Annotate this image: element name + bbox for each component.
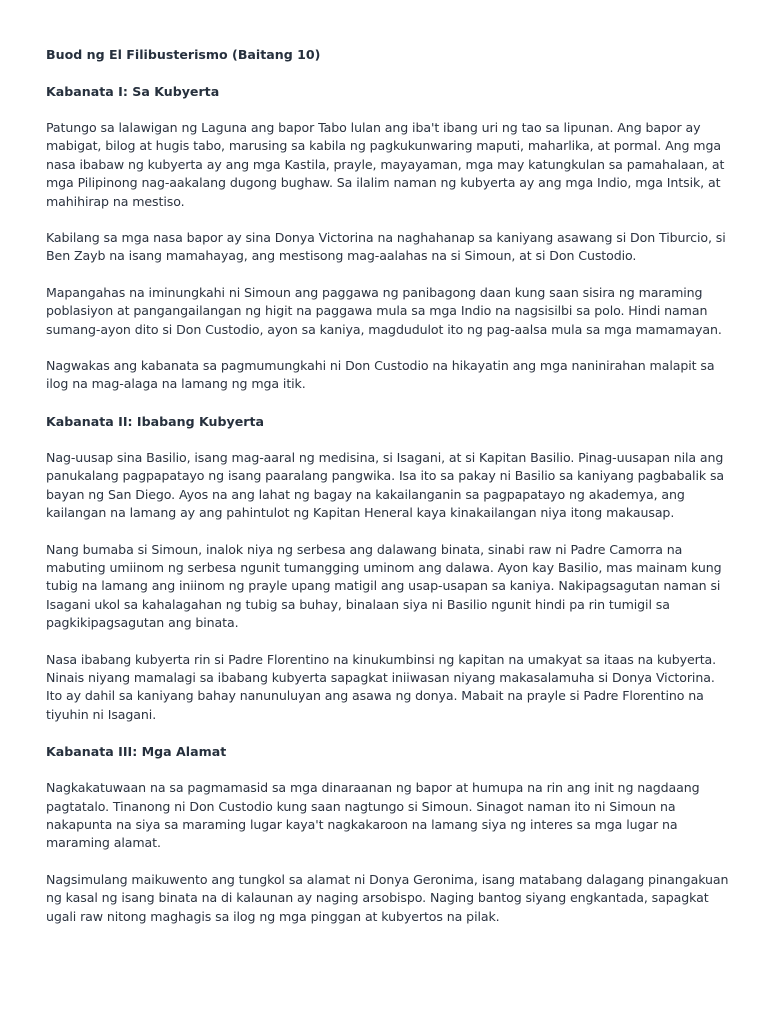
document-title: Buod ng El Filibusterismo (Baitang 10): [46, 47, 321, 62]
chapter-2: [46, 412, 730, 724]
paragraph: Nang bumaba si Simoun, inalok niya ng serbesa ang dalawang binata, sinabi raw ni Padre Camorra na mabuting umiinom ng serbesa ngunit tumangging uminom ang dalawa. Ayon kay Basilio, mas mainam kung tubig na lamang ang iniinom ng prayle upang matigil ang usap-usapan sa kaniya. Nakipagsagutan naman si Isagani ukol sa kahalagahan ng tubig sa buhay, binalaan siya ni Basilio ngunit hindi pa rin tumigil sa pagkikipagsagutan ang binata.: [46, 541, 722, 631]
paragraph: Nasa ibabang kubyerta rin si Padre Florentino na kinukumbinsi ng kapitan na umakyat sa itaas na kubyerta. Ninais niyang mamalagi sa ibabang kubyerta sapagkat iniiwasan niyang makasalamuha si Donya Victorina. Ito ay dahil sa kaniyang bahay nanunuluyan ang asawa ng donya. Mabait na prayle si Padre Florentino na tiyuhin ni Isagani.: [46, 651, 717, 722]
paragraph: Patungo sa lalawigan ng Laguna ang bapor Tabo lulan ang iba't ibang uri ng tao sa lipunan. Ang bapor ay mabigat, bilog at hugis tabo, marusing sa kabila ng pagkukunwaring maputi, maharlika, at pormal. Ang mga nasa ibabaw ng kubyerta ay ang mga Kastila, prayle, mayayaman, mga may katungkulan sa pamahalaan, at mga Pilipinong nag-aakalang dugong bughaw. Sa ilalim naman ng kubyerta ay ang mga Indio, mga Intsik, at mahihirap na mestiso.: [46, 120, 725, 209]
chapter-heading: Kabanata II: Ibabang Kubyerta: [46, 413, 265, 429]
chapter-1: [46, 82, 730, 394]
paragraph: Mapangahas na iminungkahi ni Simoun ang paggawa ng panibagong daan kung saan sisira ng maraming poblasiyon at pangangailangan ng higit na paggawa mula sa mga Indio na nagsisilbi sa polo. Hindi naman sumang-ayon dito si Don Custodio, ayon sa kaniya, magdudulot ito ng pag-aalsa mula sa mga mamamayan.: [46, 284, 722, 337]
paragraph: Kabilang sa mga nasa bapor ay sina Donya Victorina na naghahanap sa kaniyang asawang si Don Tiburcio, si Ben Zayb na isang mamahayag, ang mestisong mag-aalahas na si Simoun, at si Don Custodio.: [46, 230, 726, 264]
chapter-3: [46, 742, 730, 926]
paragraph: Nagkakatuwaan na sa pagmamasid sa mga dinaraanan ng bapor at humupa na rin ang init ng nagdaang pagtatalo. Tinanong ni Don Custodio kung saan nagtungo si Simoun. Sinagot naman ito ni Simoun na nakapunta na siya sa maraming lugar kaya't nagkakaroon na lamang siya ng interes sa mga lugar na maraming alamat.: [46, 780, 700, 851]
paragraph: Nagwakas ang kabanata sa pagmumungkahi ni Don Custodio na hikayatin ang mga naninirahan malapit sa ilog na mag-alaga na lamang ng mga itik.: [46, 358, 715, 392]
paragraph: Nag-uusap sina Basilio, isang mag-aaral ng medisina, si Isagani, at si Kapitan Basilio. Pinag-uusapan nila ang panukalang pagpapatayo ng isang paaralang pangwika. Isa ito sa pakay ni Basilio sa kaniyang pagbabalik sa bayan ng San Diego. Ayos na ang lahat ng bagay na kakailanganin sa pagpapatayo ng akademya, ang kailangan na lamang ay ang pahintulot ng Kapitan Heneral kaya kinakailangan niya itong makausap.: [46, 449, 725, 521]
chapter-heading: Kabanata I: Sa Kubyerta: [46, 84, 220, 99]
document-page: [46, 45, 730, 944]
paragraph: Nagsimulang maikuwento ang tungkol sa alamat ni Donya Geronima, isang matabang dalagang pinangakuan ng kasal ng isang binata na di kalaunan ay naging arsobispo. Naging bantog siyang engkantada, sapagkat ugali raw nitong maghagis sa ilog ng mga pinggan at kubyertos na pilak.: [46, 871, 729, 924]
chapter-heading: Kabanata III: Mga Alamat: [46, 744, 227, 760]
